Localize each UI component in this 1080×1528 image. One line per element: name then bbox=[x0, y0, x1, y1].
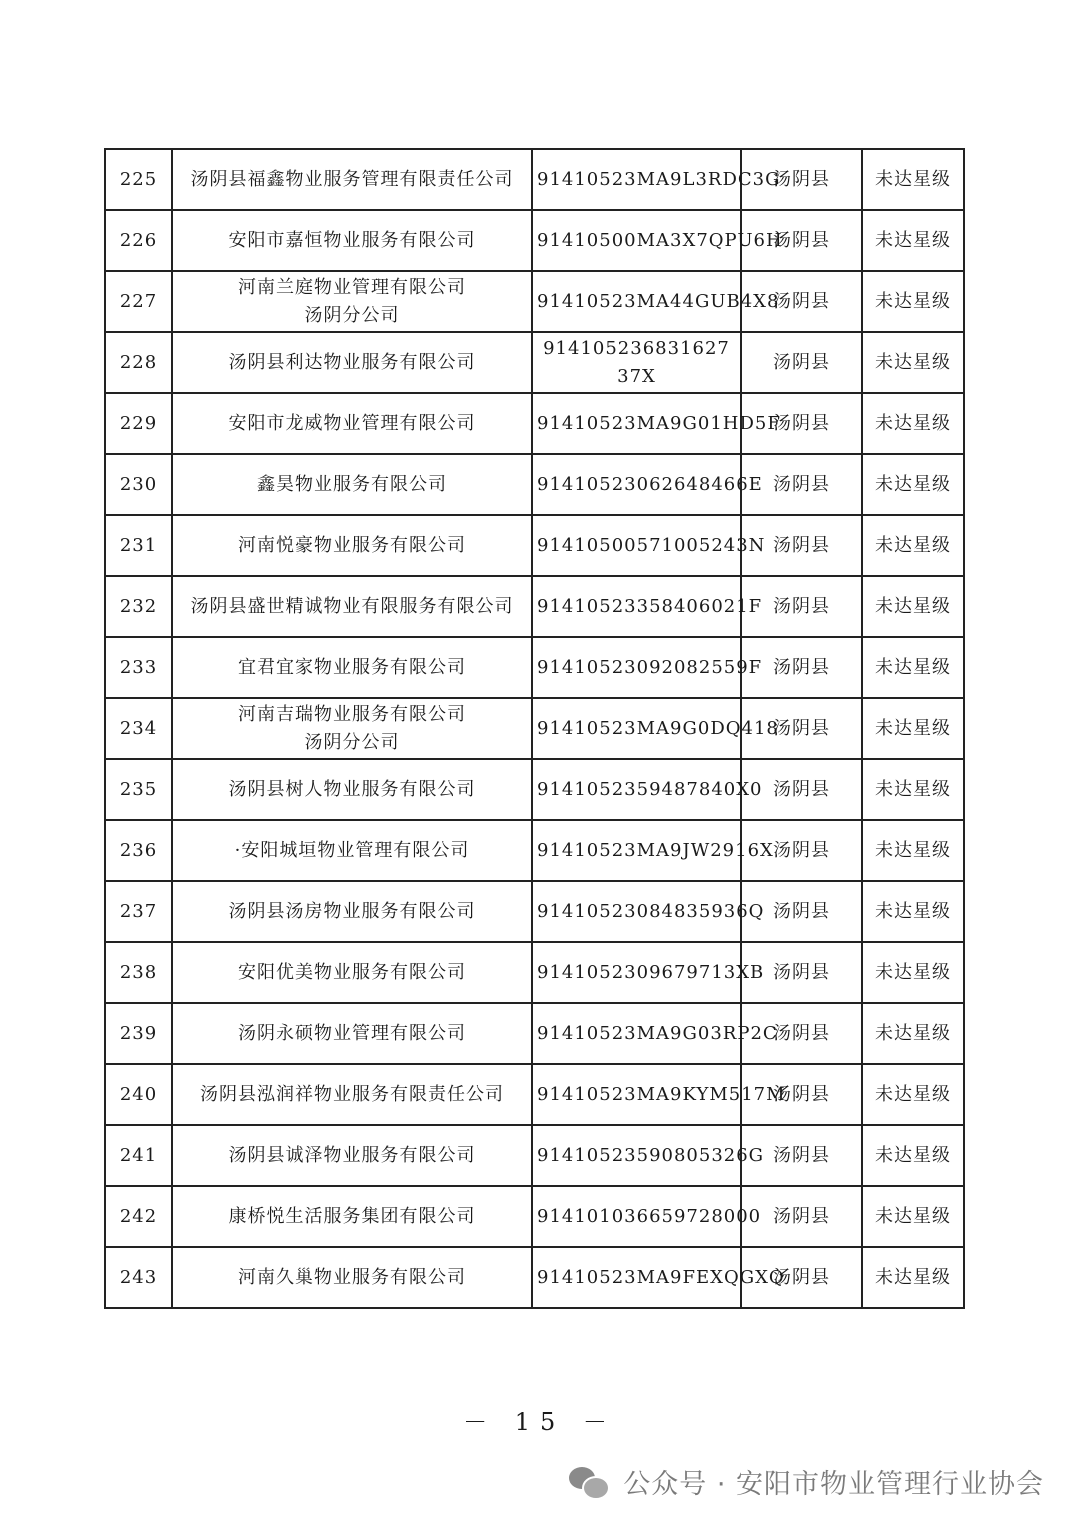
company-name bbox=[172, 881, 532, 942]
row-number: 234 bbox=[105, 698, 172, 759]
row-number: 242 bbox=[105, 1186, 172, 1247]
table-row bbox=[105, 1186, 964, 1247]
table-row bbox=[105, 210, 964, 271]
table-row bbox=[105, 271, 964, 332]
company-name-line: 安阳市龙威物业管理有限公司 bbox=[228, 412, 476, 434]
company-name-line: 汤阴永硕物业管理有限公司 bbox=[238, 1022, 466, 1044]
company-name-line: 河南吉瑞物业服务有限公司 bbox=[238, 703, 466, 725]
registry-table bbox=[104, 148, 965, 1309]
company-name-line: 汤阴县泓润祥物业服务有限责任公司 bbox=[200, 1083, 504, 1105]
table-row bbox=[105, 698, 964, 759]
company-name-line: 宜君宜家物业服务有限公司 bbox=[238, 656, 466, 678]
company-name bbox=[172, 637, 532, 698]
company-name-line: 汤阴县福鑫物业服务管理有限责任公司 bbox=[190, 168, 514, 190]
star-level: 未达星级 bbox=[862, 820, 964, 881]
company-name bbox=[172, 820, 532, 881]
company-name bbox=[172, 942, 532, 1003]
row-number: 238 bbox=[105, 942, 172, 1003]
company-name-line: 安阳优美物业服务有限公司 bbox=[238, 961, 466, 983]
company-name bbox=[172, 210, 532, 271]
company-name bbox=[172, 576, 532, 637]
star-level: 未达星级 bbox=[862, 149, 964, 210]
table-row bbox=[105, 1064, 964, 1125]
row-number: 239 bbox=[105, 1003, 172, 1064]
company-name bbox=[172, 698, 532, 759]
row-number: 236 bbox=[105, 820, 172, 881]
star-level: 未达星级 bbox=[862, 210, 964, 271]
star-level: 未达星级 bbox=[862, 759, 964, 820]
star-level: 未达星级 bbox=[862, 1247, 964, 1308]
company-name bbox=[172, 1186, 532, 1247]
table-row bbox=[105, 1003, 964, 1064]
star-level: 未达星级 bbox=[862, 515, 964, 576]
table-row bbox=[105, 881, 964, 942]
credit-code: 91410523092082559F bbox=[532, 637, 741, 698]
company-name bbox=[172, 1125, 532, 1186]
county: 汤阴县 bbox=[741, 1125, 862, 1186]
table-row bbox=[105, 149, 964, 210]
row-number: 230 bbox=[105, 454, 172, 515]
county: 汤阴县 bbox=[741, 1186, 862, 1247]
credit-code: 91410523MA9FEXQGXQ bbox=[532, 1247, 741, 1308]
credit-code: 91410523MA9G0DQ418 bbox=[532, 698, 741, 759]
row-number: 237 bbox=[105, 881, 172, 942]
wechat-icon bbox=[569, 1465, 609, 1499]
credit-code: 91410500MA3X7QPU6H bbox=[532, 210, 741, 271]
star-level: 未达星级 bbox=[862, 271, 964, 332]
county: 汤阴县 bbox=[741, 149, 862, 210]
row-number: 225 bbox=[105, 149, 172, 210]
county: 汤阴县 bbox=[741, 942, 862, 1003]
row-number: 233 bbox=[105, 637, 172, 698]
company-name-line: 汤阴分公司 bbox=[304, 304, 400, 326]
star-level: 未达星级 bbox=[862, 1064, 964, 1125]
credit-code: 91410523MA9L3RDC3G bbox=[532, 149, 741, 210]
registry-table-body bbox=[105, 149, 964, 1308]
table-row bbox=[105, 759, 964, 820]
star-level: 未达星级 bbox=[862, 1003, 964, 1064]
row-number: 226 bbox=[105, 210, 172, 271]
county: 汤阴县 bbox=[741, 393, 862, 454]
row-number: 227 bbox=[105, 271, 172, 332]
table-row bbox=[105, 515, 964, 576]
county: 汤阴县 bbox=[741, 1247, 862, 1308]
row-number: 232 bbox=[105, 576, 172, 637]
credit-code: 91410523062648466E bbox=[532, 454, 741, 515]
star-level: 未达星级 bbox=[862, 454, 964, 515]
company-name bbox=[172, 1003, 532, 1064]
credit-code: 91410523084835936Q bbox=[532, 881, 741, 942]
company-name-line: 河南兰庭物业管理有限公司 bbox=[238, 276, 466, 298]
credit-code: 9141052359487840X0 bbox=[532, 759, 741, 820]
county: 汤阴县 bbox=[741, 210, 862, 271]
table-row bbox=[105, 576, 964, 637]
credit-code: 91410500571005243N bbox=[532, 515, 741, 576]
company-name bbox=[172, 393, 532, 454]
table-row bbox=[105, 332, 964, 393]
county: 汤阴县 bbox=[741, 271, 862, 332]
credit-code: 91410523590805326G bbox=[532, 1125, 741, 1186]
county: 汤阴县 bbox=[741, 759, 862, 820]
credit-code: 9141052309679713XB bbox=[532, 942, 741, 1003]
star-level: 未达星级 bbox=[862, 942, 964, 1003]
county: 汤阴县 bbox=[741, 515, 862, 576]
company-name-line: 汤阴县利达物业服务有限公司 bbox=[228, 351, 476, 373]
table-row bbox=[105, 820, 964, 881]
credit-code: 91410523MA9KYM517M bbox=[532, 1064, 741, 1125]
company-name-line: 安阳市嘉恒物业服务有限公司 bbox=[228, 229, 476, 251]
company-name-line: 汤阴分公司 bbox=[304, 731, 400, 753]
company-name bbox=[172, 1064, 532, 1125]
row-number: 228 bbox=[105, 332, 172, 393]
row-number: 241 bbox=[105, 1125, 172, 1186]
company-name-line: ·安阳城垣物业管理有限公司 bbox=[234, 839, 470, 861]
credit-code: 91410523MA9JW2916X bbox=[532, 820, 741, 881]
company-name bbox=[172, 149, 532, 210]
company-name-line: 河南久巢物业服务有限公司 bbox=[238, 1266, 466, 1288]
company-name bbox=[172, 759, 532, 820]
company-name bbox=[172, 454, 532, 515]
credit-code: 91410523MA44GUB4X8 bbox=[532, 271, 741, 332]
star-level: 未达星级 bbox=[862, 881, 964, 942]
star-level: 未达星级 bbox=[862, 1125, 964, 1186]
table-row bbox=[105, 637, 964, 698]
table-row bbox=[105, 454, 964, 515]
county: 汤阴县 bbox=[741, 698, 862, 759]
company-name-line: 鑫昊物业服务有限公司 bbox=[257, 473, 447, 495]
company-name-line: 汤阴县汤房物业服务有限公司 bbox=[228, 900, 476, 922]
county: 汤阴县 bbox=[741, 881, 862, 942]
star-level: 未达星级 bbox=[862, 576, 964, 637]
star-level: 未达星级 bbox=[862, 393, 964, 454]
company-name-line: 汤阴县树人物业服务有限公司 bbox=[228, 778, 476, 800]
county: 汤阴县 bbox=[741, 820, 862, 881]
county: 汤阴县 bbox=[741, 1003, 862, 1064]
company-name bbox=[172, 332, 532, 393]
credit-code: 91410523358406021F bbox=[532, 576, 741, 637]
row-number: 243 bbox=[105, 1247, 172, 1308]
row-number: 235 bbox=[105, 759, 172, 820]
county: 汤阴县 bbox=[741, 1064, 862, 1125]
credit-code: 914101036659728000 bbox=[532, 1186, 741, 1247]
company-name-line: 河南悦豪物业服务有限公司 bbox=[238, 534, 466, 556]
credit-code: 91410523MA9G03RP2C bbox=[532, 1003, 741, 1064]
company-name-line: 汤阴县诚泽物业服务有限公司 bbox=[228, 1144, 476, 1166]
credit-code: 914105236831627 37X bbox=[532, 332, 741, 393]
county: 汤阴县 bbox=[741, 576, 862, 637]
star-level: 未达星级 bbox=[862, 1186, 964, 1247]
star-level: 未达星级 bbox=[862, 637, 964, 698]
table-row bbox=[105, 942, 964, 1003]
row-number: 231 bbox=[105, 515, 172, 576]
company-name-line: 汤阴县盛世精诚物业有限服务有限公司 bbox=[190, 595, 514, 617]
row-number: 240 bbox=[105, 1064, 172, 1125]
row-number: 229 bbox=[105, 393, 172, 454]
table-row bbox=[105, 1247, 964, 1308]
company-name bbox=[172, 515, 532, 576]
credit-code: 91410523MA9G01HD5F bbox=[532, 393, 741, 454]
watermark bbox=[569, 1462, 1044, 1501]
watermark-text: 公众号 · 安阳市物业管理行业协会 bbox=[623, 1469, 1044, 1500]
star-level: 未达星级 bbox=[862, 698, 964, 759]
star-level: 未达星级 bbox=[862, 332, 964, 393]
company-name bbox=[172, 271, 532, 332]
table-row bbox=[105, 393, 964, 454]
table-row bbox=[105, 1125, 964, 1186]
company-name-line: 康桥悦生活服务集团有限公司 bbox=[228, 1205, 476, 1227]
county: 汤阴县 bbox=[741, 637, 862, 698]
county: 汤阴县 bbox=[741, 454, 862, 515]
company-name bbox=[172, 1247, 532, 1308]
page-number: － 15 － bbox=[463, 1408, 617, 1436]
county: 汤阴县 bbox=[741, 332, 862, 393]
